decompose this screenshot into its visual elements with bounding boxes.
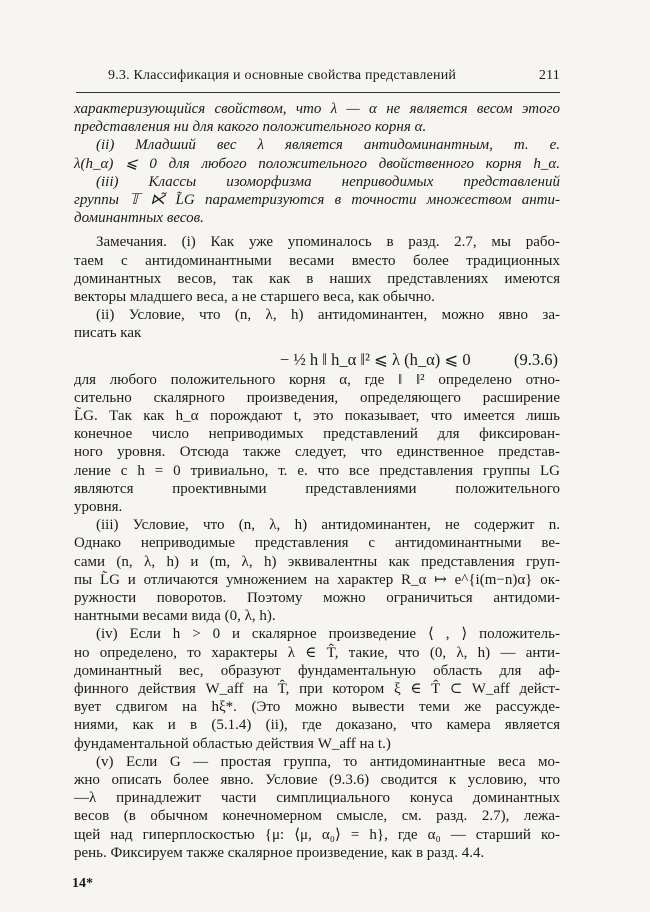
text-line: представления ни для какого положительного корня α. bbox=[74, 119, 427, 136]
text-line: являются проективными представлениями положительного bbox=[74, 480, 560, 497]
text-line: таем с антидоминантными весами вместо более традиционных bbox=[74, 252, 560, 269]
text-line: весов (в обычном конечномерном смысле, см. разд. 2.7), лежа- bbox=[74, 808, 560, 825]
text-line: (iv) Если h > 0 и скалярное произведение ⟨ , ⟩ положитель- bbox=[96, 626, 560, 643]
text-line: финного действия W_aff на T̂, при котором ξ ∈ T̂ ⊂ W_aff дейст- bbox=[74, 681, 560, 697]
text-line: сительно скалярного произведения, определяющего расширение bbox=[74, 389, 560, 406]
text-line: —λ принадлежит части симплициального конуса доминантных bbox=[74, 790, 560, 807]
text-line: для любого положительного корня α, где ‖ ‖² определено отно- bbox=[74, 371, 560, 388]
text-line: нантными весами вида (0, λ, h). bbox=[74, 608, 276, 625]
text-line: (v) Если G — простая группа, то антидоминантные веса мо- bbox=[96, 753, 560, 770]
text-line: (ii) Младший вес λ является антидоминантным, т. е. bbox=[96, 137, 560, 154]
text-line: (ii) Условие, что (n, λ, h) антидоминантен, можно явно за- bbox=[96, 307, 560, 324]
text-line: (iii) Условие, что (n, λ, h) антидоминантен, не содержит n. bbox=[96, 517, 560, 534]
text-line: вует сдвигом на hξ*. (Это можно вывести теми же рассужде- bbox=[74, 699, 560, 716]
text-line: группы 𝕋 ⋉̃ L̃G параметризуются в точности множеством анти- bbox=[74, 192, 560, 208]
text-line: характеризующийся свойством, что λ — α не является весом этого bbox=[74, 101, 560, 117]
text-line: конечное число неприводимых представлений для фиксирован- bbox=[74, 426, 560, 443]
text-line: жно описать более явно. Условие (9.3.6) сводится к условию, что bbox=[74, 772, 560, 788]
text-line: ного уровня. Отсюда также следует, что единственное представ- bbox=[74, 444, 560, 461]
text-line: пы L̃G и отличаются умножением на характер R_α ↦ e^{i(m−n)α} ок- bbox=[74, 571, 560, 588]
header-rule bbox=[76, 92, 560, 93]
running-header bbox=[76, 66, 560, 86]
equation-number: (9.3.6) bbox=[514, 349, 558, 369]
section-title: 9.3. Классификация и основные свойства представлений bbox=[108, 68, 457, 83]
text-line: уровня. bbox=[74, 499, 123, 515]
text-line: ление с h = 0 тривиально, т. е. что все представления группы LG bbox=[74, 462, 560, 479]
text-line: доминантный вес, образуют фундаментальную область для аф- bbox=[74, 662, 560, 679]
equation-9-3-6 bbox=[74, 347, 560, 373]
text-line: доминантных весов, так как в наших представлениях имеются bbox=[74, 270, 560, 287]
sheet-signature: 14* bbox=[72, 876, 93, 891]
text-line: λ(h_α) ⩽ 0 для любого положительного двойственного корня h_α. bbox=[74, 155, 560, 172]
text-line: фундаментальной областью действия W_aff на t.) bbox=[74, 735, 391, 752]
text-line: ружности поворотов. Поэтому можно ограничиться антидоми- bbox=[74, 590, 560, 606]
text-line: (iii) Классы изоморфизма неприводимых представлений bbox=[96, 173, 560, 190]
text-line: векторы младшего веса, а не старшего веса, как обычно. bbox=[74, 289, 435, 305]
text-line: рень. Фиксируем также скалярное произведение, как в разд. 4.4. bbox=[74, 844, 485, 861]
text-line: Однако неприводимые представления с антидоминантными ве- bbox=[74, 535, 560, 552]
text-line: писать как bbox=[74, 325, 142, 342]
text-line: ниями, как и в (5.1.4) (ii), где доказано, что камера является bbox=[74, 717, 560, 734]
text-line: Замечания. (i) Как уже упоминалось в разд. 2.7, мы рабо- bbox=[96, 234, 560, 251]
text-line: L̃G. Так как h_α порождают t, это показывает, что имеется лишь bbox=[74, 408, 560, 424]
page-number: 211 bbox=[538, 68, 560, 83]
text-line: но определено, то характеры λ ∈ T̂, такие, что (0, λ, h) — анти- bbox=[74, 644, 560, 661]
equation-expression: − ½ h ‖ h_α ‖² ⩽ λ (h_α) ⩽ 0 bbox=[280, 349, 471, 369]
text-line: щей над гиперплоскостью {μ: ⟨μ, α₀⟩ = h}, где α₀ — старший ко- bbox=[74, 826, 560, 843]
text-line: доминантных весов. bbox=[74, 210, 204, 227]
text-line: сами (n, λ, h) и (m, λ, h) эквивалентны как представления груп- bbox=[74, 553, 560, 570]
